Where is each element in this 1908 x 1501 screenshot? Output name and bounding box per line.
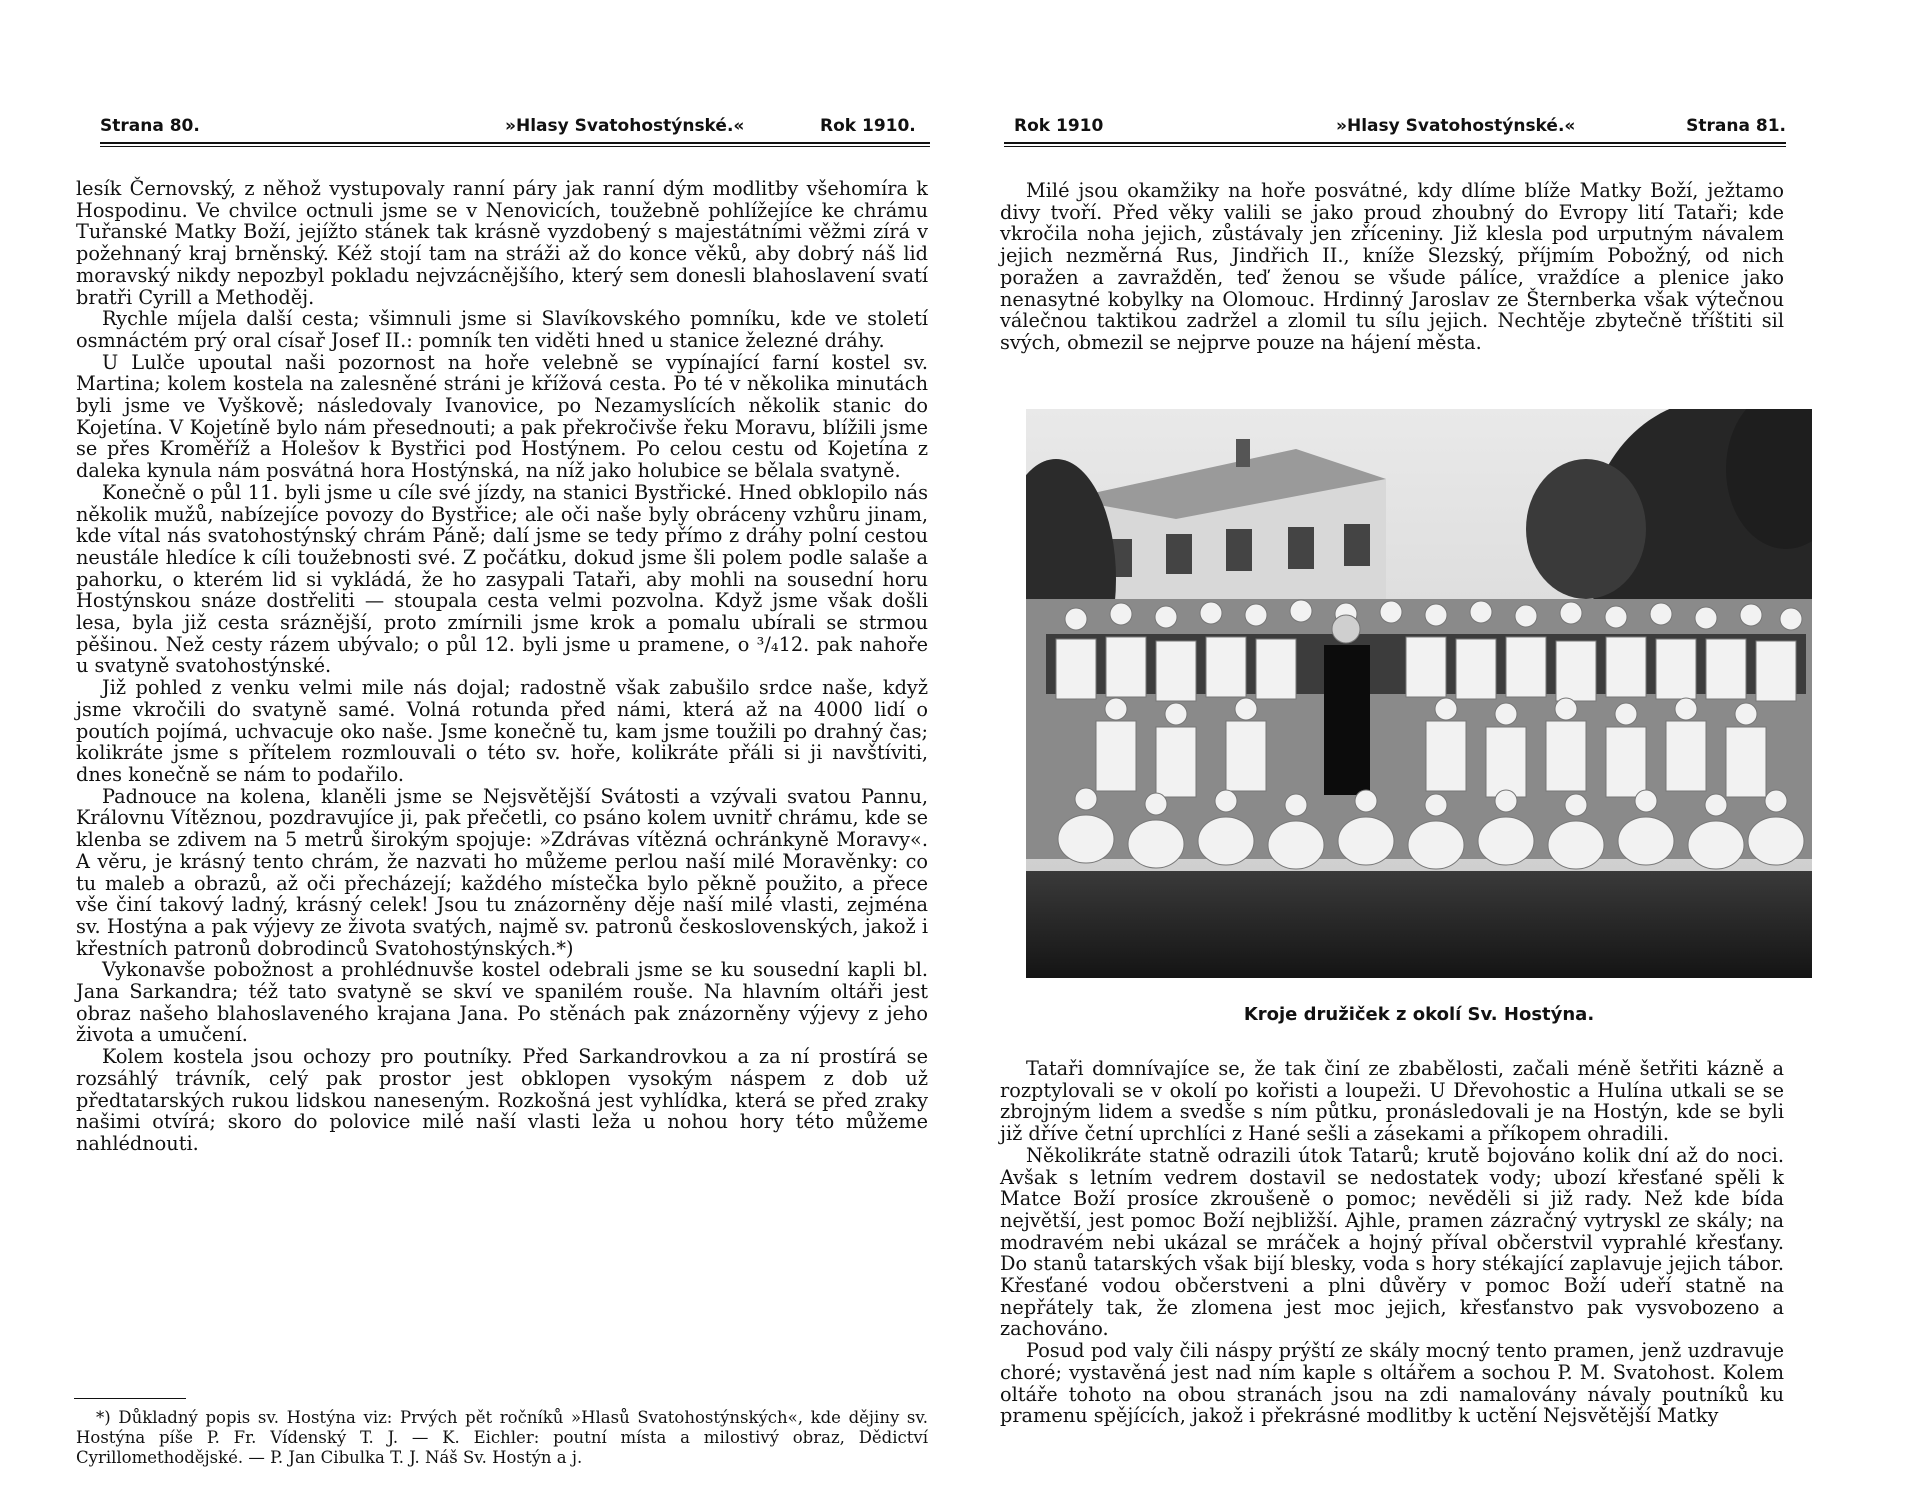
year: Rok 1910 — [1014, 116, 1104, 136]
year: Rok 1910. — [820, 116, 916, 136]
journal-title: »Hlasy Svatohostýnské.« — [505, 116, 745, 136]
paragraph: Konečně o půl 11. byli jsme u cíle své jízdy, na stanici Bystřické. Hned obklopilo nás několik mužů, nabízejíce povozy do Bystřice; ale oči naše byly obráceny vzhůru jinam, kde vítal nás svatohostýnský chrám Páně; dalí jsme se tedy přímo z dráhy polní cestou neustále hledíce k cíli toužebnosti své. Z počátku, dokud jsme šli polem podle salaše a pahorku, o kterém lid si vykládá, že ho zasypali Tataři, aby mohli na sousední horu Hostýnskou snáze dostřeliti — stoupala cesta velmi pozvolna. Když jsme však došli lesa, byla již cesta sráznější, proto zmírnili jsme krok a pomalu ubírali se strmou pěšinou. Než cesty rázem ubývalo; o půl 12. byli jsme u pramene, o ³/₄12. pak nahoře u svatyně svatohostýnské. — [76, 480, 928, 678]
body-text — [76, 178, 928, 1155]
paragraph: Již pohled z venku velmi mile nás dojal; radostně však zabušilo srdce naše, když jsme vkročili do svatyně samé. Volná rotunda před námi, která až na 4000 lidí o poutích pojímá, uchvacuje oko naše. Jsme konečně tu, kam jsme toužili po drahný čas; kolikráte jsme s přítelem rozmlouvali o této sv. hoře, kolikráte přáli si ji navštíviti, dnes konečně se nám to podařilo. — [76, 676, 928, 786]
footnote-rule — [74, 1398, 186, 1399]
paragraph: lesík Černovský, z něhož vystupovaly ranní páry jak ranní dým modlitby všehomíra k Hospodinu. Ve chvilce octnuli jsme se v Nenovicích, toužebně pohlížejíce ke chrámu Tuřanské Matky Boží, jejížto stánek tak krásně vyzdobený s majestátními věžmi zírá v požehnaný kraj brněnský. Kéž stojí tam na stráži až do konce věků, aby dobrý náš lid moravský nikdy nepozbyl pokladu nejvzácnějšího, který sem donesli blahoslavení svatí bratři Cyrill a Methoděj. — [76, 177, 928, 309]
page-number: Strana 81. — [1686, 116, 1786, 136]
photo-caption: Kroje družiček z okolí Sv. Hostýna. — [1243, 1004, 1595, 1025]
crowd-of-girls — [1026, 599, 1812, 869]
page-number: Strana 80. — [100, 116, 200, 136]
paragraph: Posud pod valy čili náspy prýští ze skály mocný tento pramen, jenž uzdravuje choré; vystavěná jest nad ním kaple s oltářem a sochou P. M. Svatohost. Kolem oltáře tohoto na obou stranách jsou na zdi namalovány návaly poutníků ku pramenu spějících, jakož i překrásné modlitby k uctění Nejsvětější Matky — [1000, 1339, 1784, 1428]
running-header — [1004, 112, 1786, 142]
body-text-bottom — [1000, 1058, 1784, 1427]
footnote: *) Důkladný popis sv. Hostýna viz: Prvých pět ročníků »Hlasů Svatohostýnských«, kde dějiny sv. Hostýna píše P. Fr. Vídenský T. J. — K. Eichler: poutní místa a milostivý obraz, Dědictví Cyrillomethodějské. — P. Jan Cibulka T. J. Náš Sv. Hostýn a j. — [76, 1408, 928, 1467]
paragraph: Milé jsou okamžiky na hoře posvátné, kdy dlíme blíže Matky Boží, ježtamo divy tvoří. Před věky valili se jako proud zhoubný do Evropy lití Tataři; kde vkročila noha jejich, zůstávaly jen zříceniny. Již klesla pod urputným návalem jejich nezměrná Rus, Jindřich II., kníže Slezský, příjmím Pobožný, od nich poražen a zavražděn, teď ženou se všude pálíce, vraždíce a plenice jako nenasytné kobylky na Olomouc. Hrdinný Jaroslav ze Šternberka však výtečnou válečnou taktikou zadržel a zlomil tu sílu jejich. Nechtěje zbytečně tříštiti sil svých, obmezil se nejprve pouze na hájení města. — [1000, 179, 1784, 354]
running-header — [100, 112, 930, 142]
paragraph: Vykonavše pobožnost a prohlédnuvše kostel odebrali jsme se ku sousední kapli bl. Jana Sarkandra; též tato svatyně se skví ve spanilém rouše. Na hlavním oltáři jest obraz našeho blahoslaveného krajana Jana. Po stěnách pak znázorněny výjevy z jeho života a umučení. — [76, 958, 928, 1047]
header-rule-thin — [100, 146, 930, 147]
journal-title: »Hlasy Svatohostýnské.« — [1336, 116, 1576, 136]
grass — [1026, 871, 1812, 978]
photo-illustration — [1026, 409, 1812, 978]
paragraph: Tataři domnívajíce se, že tak činí ze zbabělosti, začali méně šetřiti kázně a rozptylovali se v okolí po kořisti a loupeži. U Dřevohostic a Hulína utkali se se zbrojným lidem a svedše s ním půtku, pronásledovali je na Hostýn, kde se byli již dříve četní uprchlíci z Hané sešli a zásekami a příkopem ohradili. — [1000, 1057, 1784, 1146]
paragraph: Padnouce na kolena, klaněli jsme se Nejsvětější Svátosti a vzývali svatou Pannu, Královnu Vítěznou, pozdravujíce ji, pak přečetli, co psáno kolem uvnitř chrámu, kde se klenba se zdivem na 5 metrů širokým spojuje: »Zdrávas vítězná ochránkyně Moravy«. A věru, je krásný tento chrám, že nazvati ho můžeme perlou naší milé Moravěnky: co tu maleb a obrazů, až oči přecházejí; každého místečka bylo pěkně použito, a přece vše činí takový ladný, krásný celek! Jsou tu znázorněny děje naší milé vlasti, zejména sv. Hostýna a pak výjevy ze života svatých, najmě sv. patronů československých, jakož i křestních patronů dobrodinců Svatohostýnských.*) — [76, 784, 928, 960]
paragraph: Kolem kostela jsou ochozy pro poutníky. Před Sarkandrovkou a za ní prostírá se rozsáhlý trávník, celý pak prostor jest obklopen vysokým náspem z dob už předtatarských rukou lidskou naneseným. Rozkošná jest vyhlídka, která se před zraky našimi otvírá; skoro do polovice milé naší vlasti leža u nohou hory této můžeme nahlédnouti. — [76, 1045, 928, 1155]
body-text-top — [1000, 180, 1784, 354]
paragraph: Několikráte statně odrazili útok Tatarů; krutě bojováno kolik dní až do noci. Avšak s letním vedrem dostavil se nedostatek vody; ubozí křesťané spěli k Matce Boží prosíce zkroušeně o pomoc; nevěděli si již rady. Než kde bída největší, jest pomoc Boží nejbližší. Ajhle, pramen zázračný vytryskl ze skály; na modravém nebi ukázal se mráček a hojný příval občerstvil vyprahlé křesťany. Do stanů tatarských však bijí blesky, voda s hory stékající zaplavuje jejich tábor. Křesťané vodou občerstveni a plni důvěry v pomoc Boží udeří statně na nepřátely tak, že zlomena jest moc jejich, křesťanstvo pak vysvobozeno a zachováno. — [1000, 1143, 1784, 1341]
paragraph: Rychle míjela další cesta; všimnuli jsme si Slavíkovského pomníku, kde ve století osmnáctém prý oral císař Josef II.: pomník ten viděti hned u stanice železné dráhy. — [76, 307, 928, 352]
header-rule — [1004, 142, 1786, 144]
header-rule — [100, 142, 930, 144]
group-photograph — [1026, 409, 1812, 978]
header-rule-thin — [1004, 146, 1786, 147]
paragraph: U Lulče upoutal naši pozornost na hoře velebně se vypínající farní kostel sv. Martina; kolem kostela na zalesněné stráni je křížová cesta. Po té v několika minutách byli jsme ve Vyškově; následovaly Ivanovice, po Nezamyslících několik stanic do Kojetína. V Kojetíně bylo nám přesednouti; a pak překročivše řeku Moravu, blížili jsme se přes Kroměříž a Holešov k Bystřici pod Hostýnem. Po celou cestu od Kojetína z daleka kynula nám posvátná hora Hostýnská, na níž jako holubice se bělala svatyně. — [76, 350, 928, 483]
